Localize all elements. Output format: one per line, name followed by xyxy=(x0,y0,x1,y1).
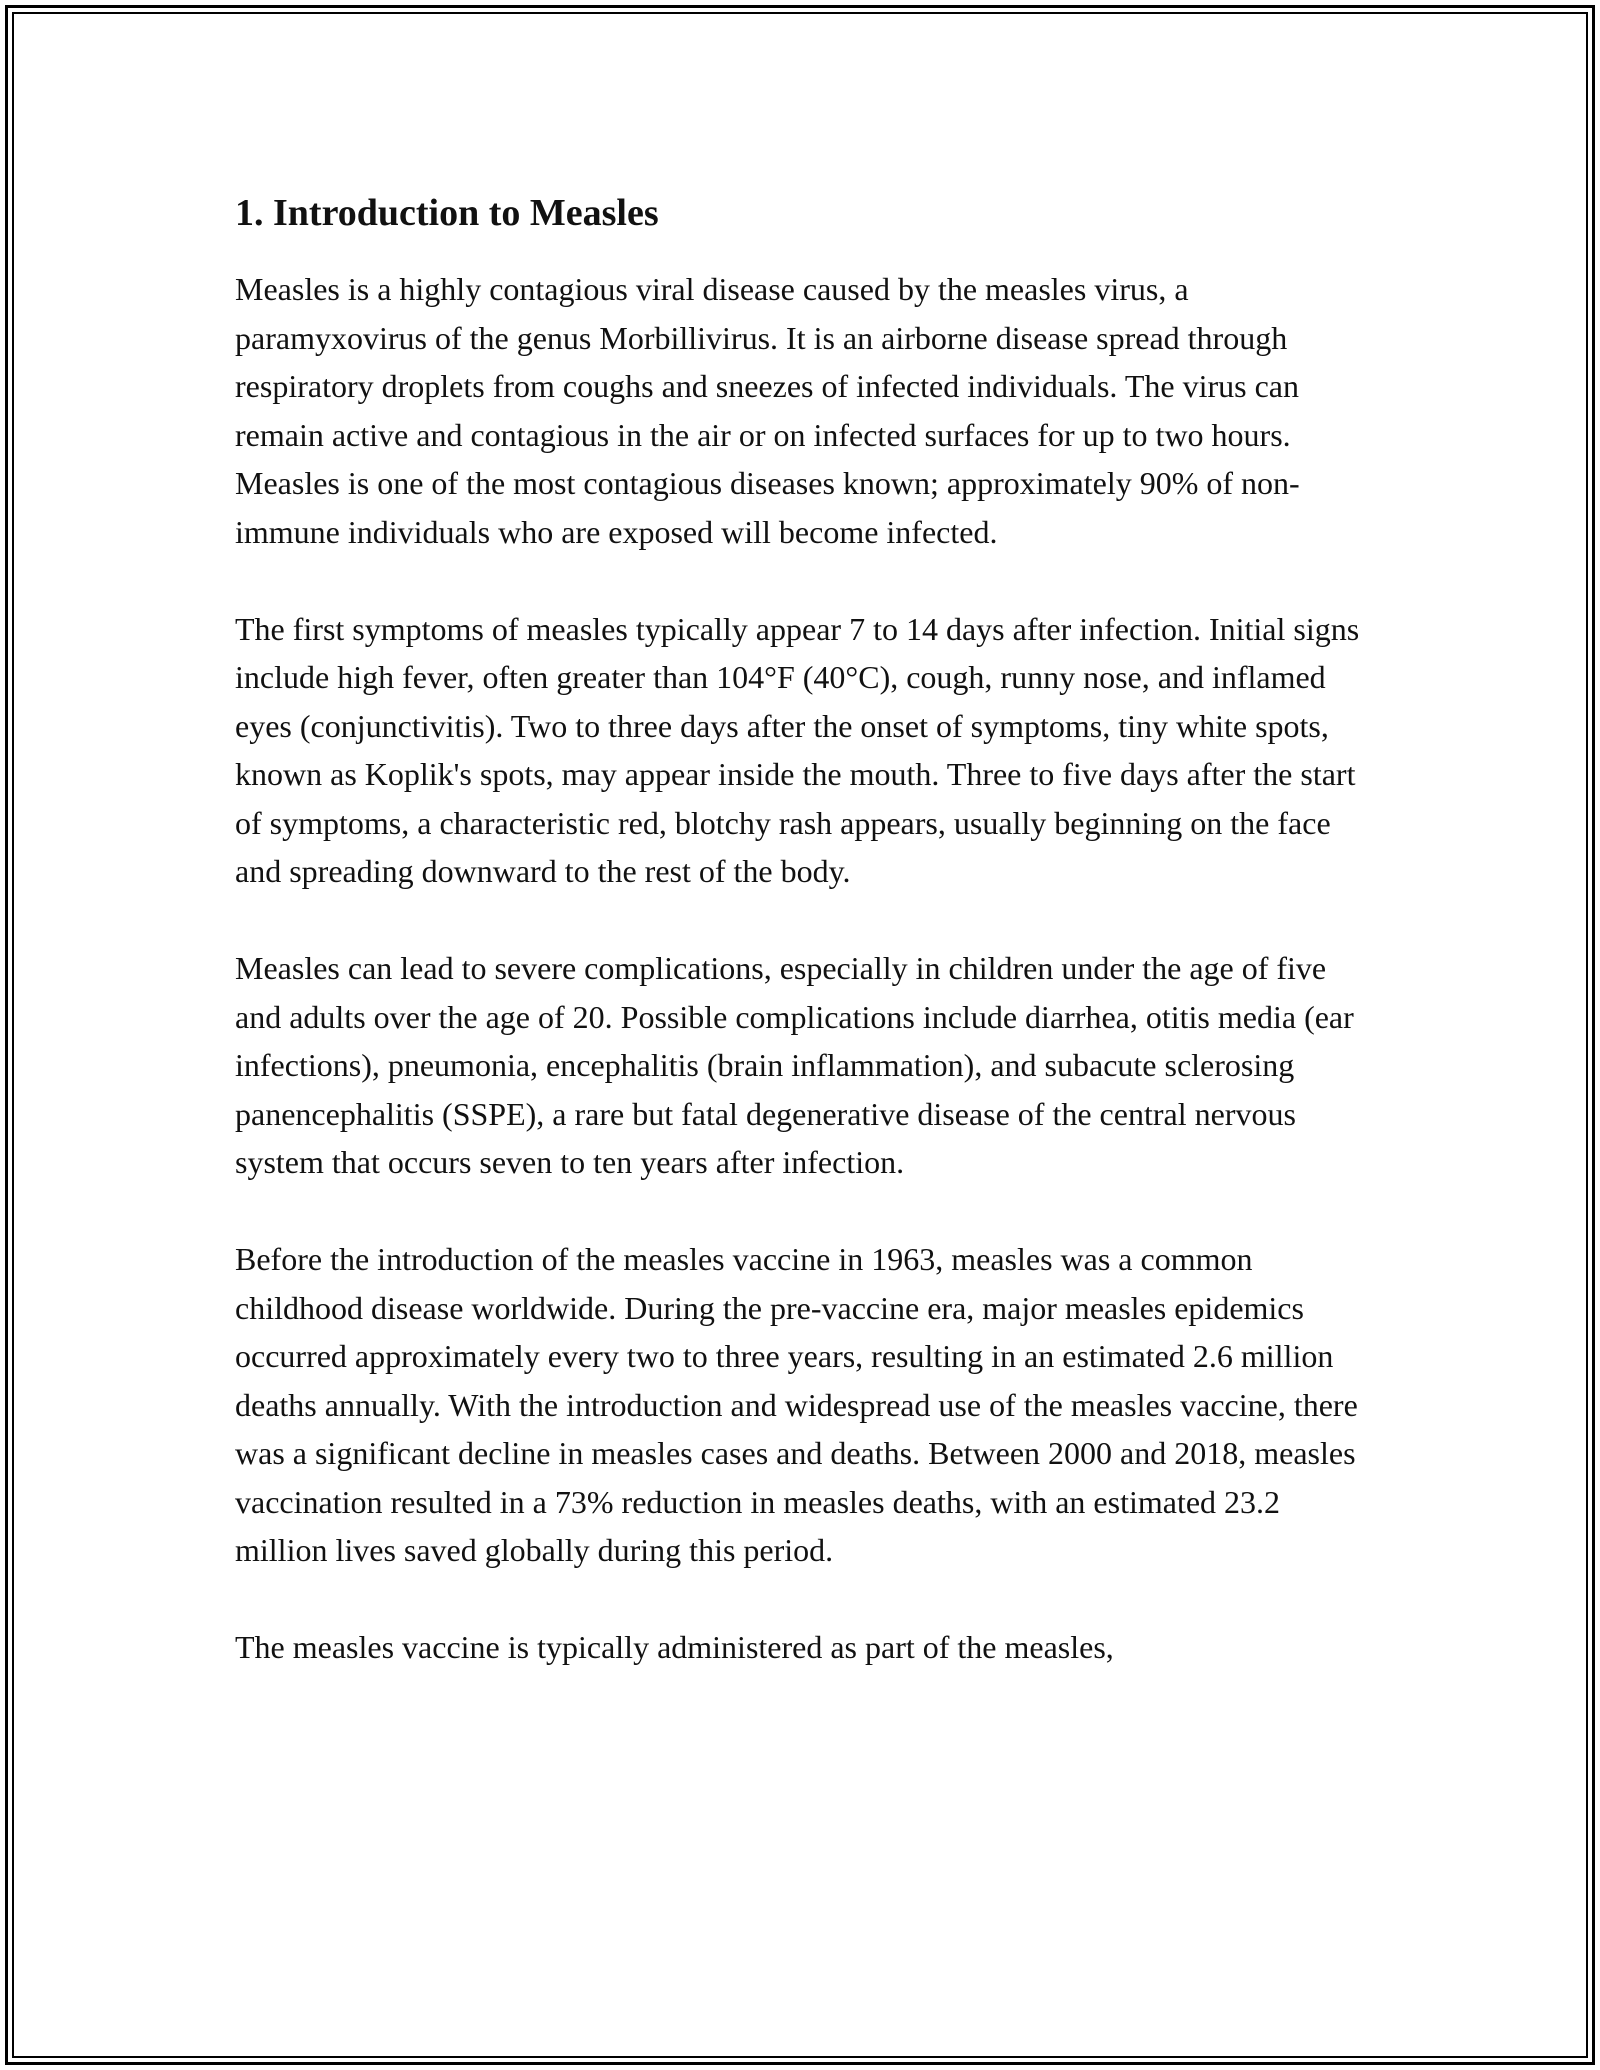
paragraph-symptoms: The first symptoms of measles typically appear 7 to 14 days after infection. Initial signs include high fever, often greater than 104°F (40°C), cough, runny nose, and inflamed eyes (conjunctivitis). Two to three days after the onset of symptoms, tiny white spots, known as Koplik's spots, may appear inside the mouth. Three to five days after the start of symptoms, a characteristic red, blotchy rash appears, usually beginning on the face and spreading downward to the rest of the body. xyxy=(235,610,1360,889)
paragraph-transmission: Measles is a highly contagious viral disease caused by the measles virus, a paramyxovirus of the genus Morbillivirus. It is an airborne disease spread through respiratory droplets from coughs and sneezes of infected individuals. The virus can remain active and contagious in the air or on infected surfaces for up to two hours. Measles is one of the most contagious diseases known; approximately 90% of non-immune individuals who are exposed will become infected. xyxy=(235,271,1300,550)
paragraph-vaccine-history: Before the introduction of the measles vaccine in 1963, measles was a common childhood disease worldwide. During the pre-vaccine era, major measles epidemics occurred approximately every two to three years, resulting in an estimated 2.6 million deaths annually. With the introduction and widespread use of the measles vaccine, there was a significant decline in measles cases and deaths. Between 2000 and 2018, measles vaccination resulted in a 73% reduction in measles deaths, with an estimated 23.2 million lives saved globally during this period. xyxy=(235,1241,1358,1568)
paragraph-vaccine-administration: The measles vaccine is typically administered as part of the measles, xyxy=(235,1629,1114,1665)
section-heading: 1. Introduction to Measles xyxy=(235,192,659,234)
paragraph-complications: Measles can lead to severe complications, especially in children under the age of five and adults over the age of 20. Possible complications include diarrhea, otitis media (ear infections), pneumonia, encephalitis (brain inflammation), and subacute sclerosing panencephalitis (SSPE), a rare but fatal degenerative disease of the central nervous system that occurs seven to ten years after infection. xyxy=(235,950,1354,1180)
document-body xyxy=(235,185,1365,1672)
